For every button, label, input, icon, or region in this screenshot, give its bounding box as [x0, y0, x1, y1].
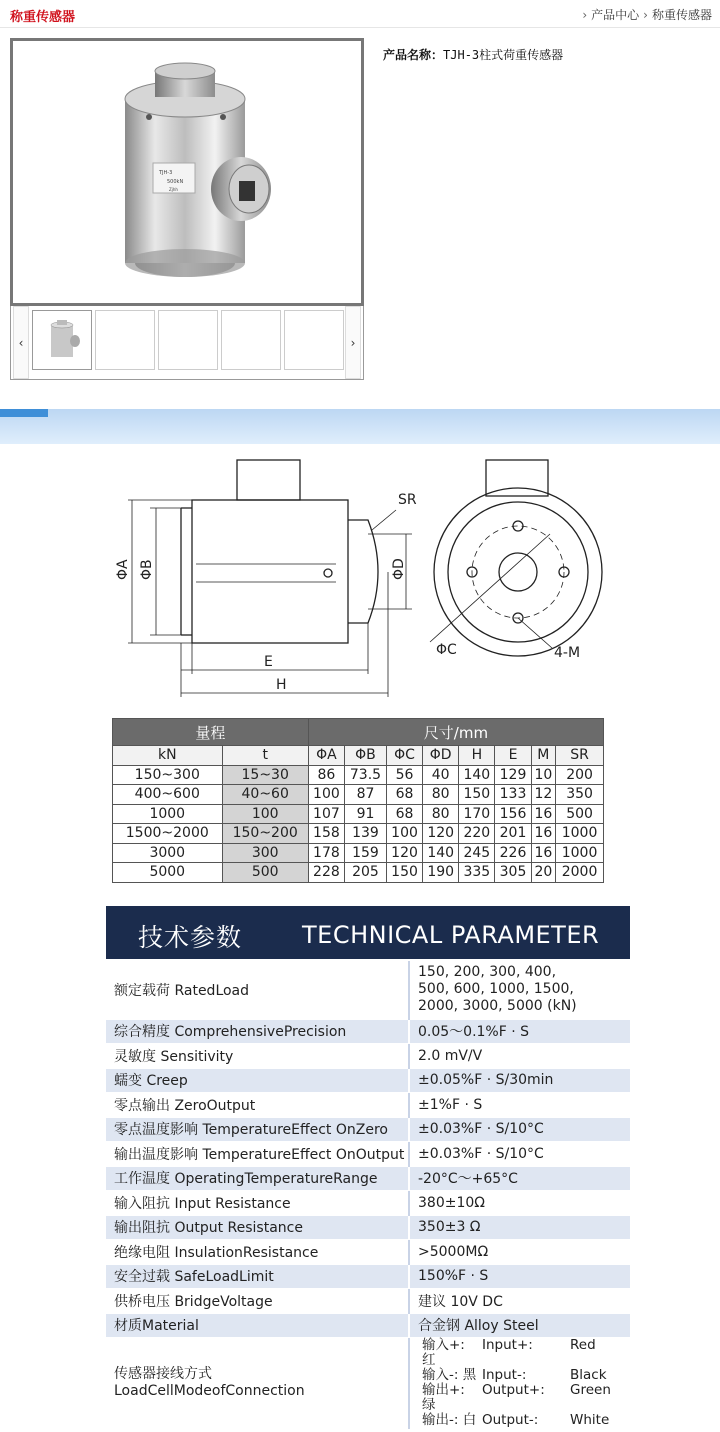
- table-row: 综合精度 ComprehensivePrecision 0.05～0.1%F · S: [106, 1019, 630, 1044]
- table-row: 蠕变 Creep ±0.05%F · S/30min: [106, 1068, 630, 1093]
- column-headers: [113, 746, 604, 766]
- tech-parameter-table: [106, 961, 630, 1429]
- table-row: 输出温度影响 TemperatureEffect OnOutput ±0.03%F · S/10°C: [106, 1142, 630, 1167]
- section-tab-bar: [0, 409, 720, 444]
- table-row: 材质Material 合金钢 Alloy Steel: [106, 1313, 630, 1338]
- col-e: E: [495, 746, 531, 766]
- col-phi-a: ΦA: [308, 746, 344, 766]
- tech-title-en: TECHNICAL PARAMETER: [302, 921, 600, 949]
- label-h: H: [276, 677, 287, 693]
- col-kn: kN: [113, 746, 223, 766]
- device-label-brand: Zjhh: [169, 187, 178, 192]
- chevron-right-icon: ›: [582, 7, 588, 22]
- col-t: t: [222, 746, 308, 766]
- chevron-left-icon[interactable]: ‹: [13, 306, 29, 379]
- wiring-grid: 输入+: 红 Input+: Red 输入-: 黑 Input-: Black 输出+: 绿 Output+: Green 输出-: 白 Output-: White: [422, 1337, 611, 1428]
- thumbnail-1[interactable]: [32, 310, 92, 370]
- col-phi-b: ΦB: [345, 746, 387, 766]
- tech-parameter-header: [106, 906, 630, 961]
- product-main-image[interactable]: [10, 38, 364, 306]
- device-label-model: TJH-3: [159, 170, 173, 176]
- col-m: M: [531, 746, 556, 766]
- wiring-key: 传感器接线方式 LoadCellModeofConnection: [106, 1338, 409, 1429]
- table-row: 灵敏度 Sensitivity 2.0 mV/V: [106, 1044, 630, 1069]
- product-name-value: TJH-3柱式荷重传感器: [443, 48, 564, 62]
- label-phi-c: ΦC: [436, 642, 457, 658]
- dimensions-table: [112, 718, 604, 883]
- table-row: 零点温度影响 TemperatureEffect OnZero ±0.03%F · S/10°C: [106, 1117, 630, 1142]
- thumbnail-3[interactable]: [158, 310, 218, 370]
- label-phi-b: ΦB: [139, 559, 155, 580]
- thumbnail-2[interactable]: [95, 310, 155, 370]
- chevron-right-icon: ›: [643, 7, 648, 22]
- device-label-capacity: 500kN: [167, 179, 184, 185]
- table-row: 输入阻抗 Input Resistance 380±10Ω: [106, 1191, 630, 1216]
- table-row: 工作温度 OperatingTemperatureRange -20°C～+65°C: [106, 1166, 630, 1191]
- table-row: [106, 1338, 630, 1429]
- breadcrumb: [582, 6, 712, 23]
- label-sr: SR: [398, 492, 417, 508]
- table-row: 零点输出 ZeroOutput ±1%F · S: [106, 1093, 630, 1118]
- col-h: H: [459, 746, 495, 766]
- table-row: 1500~2000 150~200 158 139 100 120 220 201 16 1000: [113, 824, 604, 844]
- header-range: 量程: [113, 719, 309, 746]
- table-row: 400~600 40~60 100 87 68 80 150 133 12 350: [113, 785, 604, 805]
- label-phi-a: ΦA: [115, 559, 131, 580]
- col-phi-d: ΦD: [423, 746, 459, 766]
- table-row: 供桥电压 BridgeVoltage 建议 10V DC: [106, 1289, 630, 1314]
- label-phi-d: ΦD: [391, 558, 407, 580]
- col-sr: SR: [556, 746, 604, 766]
- tech-title-cn: 技术参数: [138, 923, 243, 952]
- thumbnail-5[interactable]: [284, 310, 344, 370]
- thumbnail-strip: [10, 306, 364, 380]
- breadcrumb-link-products[interactable]: 产品中心: [591, 8, 640, 22]
- table-row: 3000 300 178 159 120 140 245 226 16 1000: [113, 843, 604, 863]
- table-row: 1000 100 107 91 68 80 170 156 16 500: [113, 804, 604, 824]
- table-row: 额定载荷 RatedLoad 150, 200, 300, 400, 500, 600, 1000, 1500, 2000, 3000, 5000 (kN): [106, 961, 630, 1019]
- wiring-value: [409, 1338, 630, 1429]
- section-tab-indicator[interactable]: [0, 409, 48, 417]
- table-row: 绝缘电阻 InsulationResistance >5000MΩ: [106, 1240, 630, 1265]
- table-row: 150~300 15~30 86 73.5 56 40 140 129 10 200: [113, 765, 604, 785]
- table-row: 输出阻抗 Output Resistance 350±3 Ω: [106, 1215, 630, 1240]
- header-size: 尺寸/mm: [308, 719, 603, 746]
- page-title: 称重传感器: [10, 10, 76, 25]
- table-row: 5000 500 228 205 150 190 335 305 20 2000: [113, 863, 604, 883]
- value-cell: 150, 200, 300, 400, 500, 600, 1000, 1500, 2000, 3000, 5000 (kN): [409, 961, 630, 1019]
- top-bar: [0, 0, 720, 28]
- chevron-right-icon[interactable]: ›: [345, 306, 361, 379]
- product-name-label: 产品名称：: [383, 48, 444, 62]
- breadcrumb-link-weighing-sensor[interactable]: 称重传感器: [651, 8, 712, 22]
- label-4m: 4-M: [554, 645, 581, 661]
- dimension-drawing: [100, 452, 620, 712]
- product-name: [383, 46, 563, 63]
- col-phi-c: ΦC: [386, 746, 422, 766]
- table-row: 安全过载 SafeLoadLimit 150%F · S: [106, 1264, 630, 1289]
- thumbnail-4[interactable]: [221, 310, 281, 370]
- label-e: E: [264, 654, 273, 670]
